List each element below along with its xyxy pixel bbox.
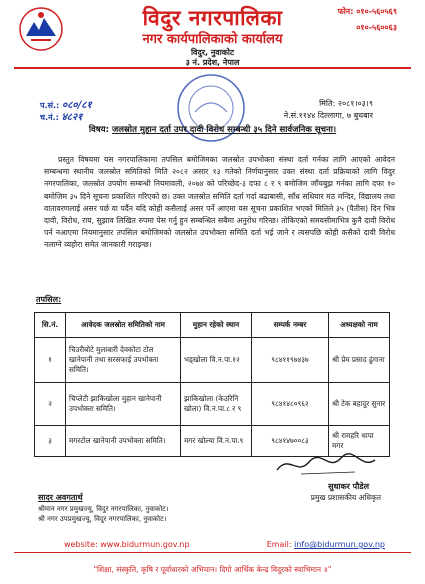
cell-location: मगर खोल्या वि.न.पा.९ [181,426,252,457]
chalani-value: ४८२१ [61,112,83,123]
th-chairperson: अध्यक्षको नाम [329,313,390,338]
cc-line: श्रीमान नगर प्रमुखज्यू, विदुर नगरपालिका, नुवाकोट। [38,505,169,513]
cell-committee: चिउरीबोटे मुलाबारी देवकोटा टोल खानेपानी तथा सरसफाई उपभोक्ता समिति। [66,338,181,383]
nepal-era-date: ने.सं.११४४ दिल्लागा, ७ बुधबार [283,111,373,120]
patra-label: प.सं.: [40,101,60,110]
cell-serial: २ [35,383,66,426]
footer-slogan: "शिक्षा, संस्कृति, कृषि र पूर्वाधारको अभियान। दिगो आर्थिक केन्द्र विदुरको स्वाभिमान ॥" [93,565,332,574]
th-location: मुहान रहेको स्थान [181,313,252,338]
website-block [64,540,190,549]
header-divider [14,67,411,69]
cell-serial: ३ [35,426,66,457]
cell-contact: ९८४१४८०९६२ [252,383,329,426]
website-label: website: [64,540,98,549]
subject-text: जलस्रोत मुहान दर्ता उपर दावी विरोध सम्बन्धी ३५ दिने सार्वजनिक सूचना। [111,125,337,135]
handwritten-signature-icon [271,450,381,480]
cc-line: श्री नगर उपप्रमुखज्यू, विदुर नगरपालिका, नुवाकोट। [38,515,167,523]
email-link[interactable]: info@bidurmun.gov.np [294,540,385,549]
subject-prefix: विषय: [88,125,109,135]
cell-serial: १ [35,338,66,383]
date-line [284,98,373,110]
cc-title: सादर अवगतार्थ [38,493,83,502]
chalani-label: च.नं.: [40,113,59,122]
chalani-number [40,112,92,124]
th-committee: आवेदक जलस्रोत समितिको नाम [66,313,181,338]
patra-sankhya [40,100,92,112]
email-label: Email: [266,540,292,549]
cell-contact: ९८४१४७००८३ [252,426,329,457]
cell-committee: मगरटोल खानेपानी उपभोक्ता समिति। [66,426,181,457]
date-label: मिति: [319,99,336,108]
th-contact: सम्पर्क नम्बर [252,313,329,338]
table-label: तपसिल: [36,295,62,304]
date-block [284,98,373,122]
email-block [267,540,385,549]
date-value: २०८१।०३।९ [337,99,373,108]
office-name: नगर कार्यपालिकाको कार्यालय [142,32,283,47]
address-line-2: ३ नं. प्रदेश, नेपाल [185,58,240,67]
phone-2: ०१०-५६००६३ [356,23,397,32]
website-link[interactable]: www.bidurmun.gov.np [100,540,190,549]
table-row [35,338,390,383]
cell-location: झाकिखोला (केउरिनि खोला) वि.न.पा.८ र ९ [181,383,252,426]
cell-chairperson: श्री रामहरि थापा मगर [329,426,390,457]
patra-value: ०८०/८१ [62,100,92,111]
cell-chairperson: श्री प्रेम प्रसाद ढुंगाना [329,338,390,383]
signatory-name: सुधाकर पौडेल [328,482,369,491]
table-header-row [35,313,390,338]
org-name: विदुर नगरपालिका [142,5,283,30]
cell-contact: ९८४११९७४३७ [252,338,329,383]
cell-chairperson: श्री टेक बहादुर सुनार [329,383,390,426]
cell-committee: चिप्लेटी झाकिखोला मुहान खानेपानी उपभोक्ता समिति। [66,383,181,426]
th-serial: सि.नं. [35,313,66,338]
phone-1: फोन: ०१०-५६०५६९ [337,7,397,16]
subject-line [0,124,425,135]
phone-block [338,4,397,36]
table-row [35,383,390,426]
signatory-post: प्रमुख प्रशासकीय अधिकृत [310,493,381,502]
footer-divider [14,552,411,553]
committee-table [34,312,390,457]
notice-body: प्रस्तुत विषयमा यस नगरपालिकामा तपसिल बमोजिमका जलस्रोत उपभोक्ता संस्था दर्ता गर्नका लागि आएको आवेदन सम्बन्धमा स्थानीय जलस्रोत समितिको मिति २०८२ असार १३ गतेको निर्णयानुसार उक्त संस्था दर्ता प्रक्रियाको लागि विदुर नगरपालिका, जलस्रोत उपयोग सम्बन्धी नियमावली, २०७४ को परिच्छेद-३ दफा ८ र ९ बमोजिम जाँचबुझ गर्नका लागि दफा १० बमोजिम ३५ दिने सूचना प्रकाशित गरिएको छ। उक्त जलस्रोत समिति दर्ता गर्दा बढाबासी, साँध सधियार मठ मन्दिर, विद्यालय तथा वातावरणलाई असर पर्छ वा पर्दैन यदि कोही कसैलाई असर पर्ने आएमा यस सूचना प्रकाशित भएको मितिले ३५ (पैतीस) दिन भित्र दावी, विरोध, राय, सुझाव लिखित रुपमा पेस गर्नु हुन सम्बन्धित सबैमा अनुरोध गरिन्छ। तोकिएको समयसीमाभित्र कुनै दावी विरोध पर्न नआएमा नियमानुसार तपसिल बमोजिमको जलस्रोत उपभोक्ता समिति दर्ता भई जाने र त्यसपछि कोही कसैको दावी विरोध नलाग्ने व्यहोरा समेत जानकारी गराइन्छ। [44,155,395,250]
reference-numbers [40,100,92,124]
cell-location: भड्खोला वि.न.पा.१२ [181,338,252,383]
address-line-1: विदुर, नुवाकोट [190,48,235,57]
